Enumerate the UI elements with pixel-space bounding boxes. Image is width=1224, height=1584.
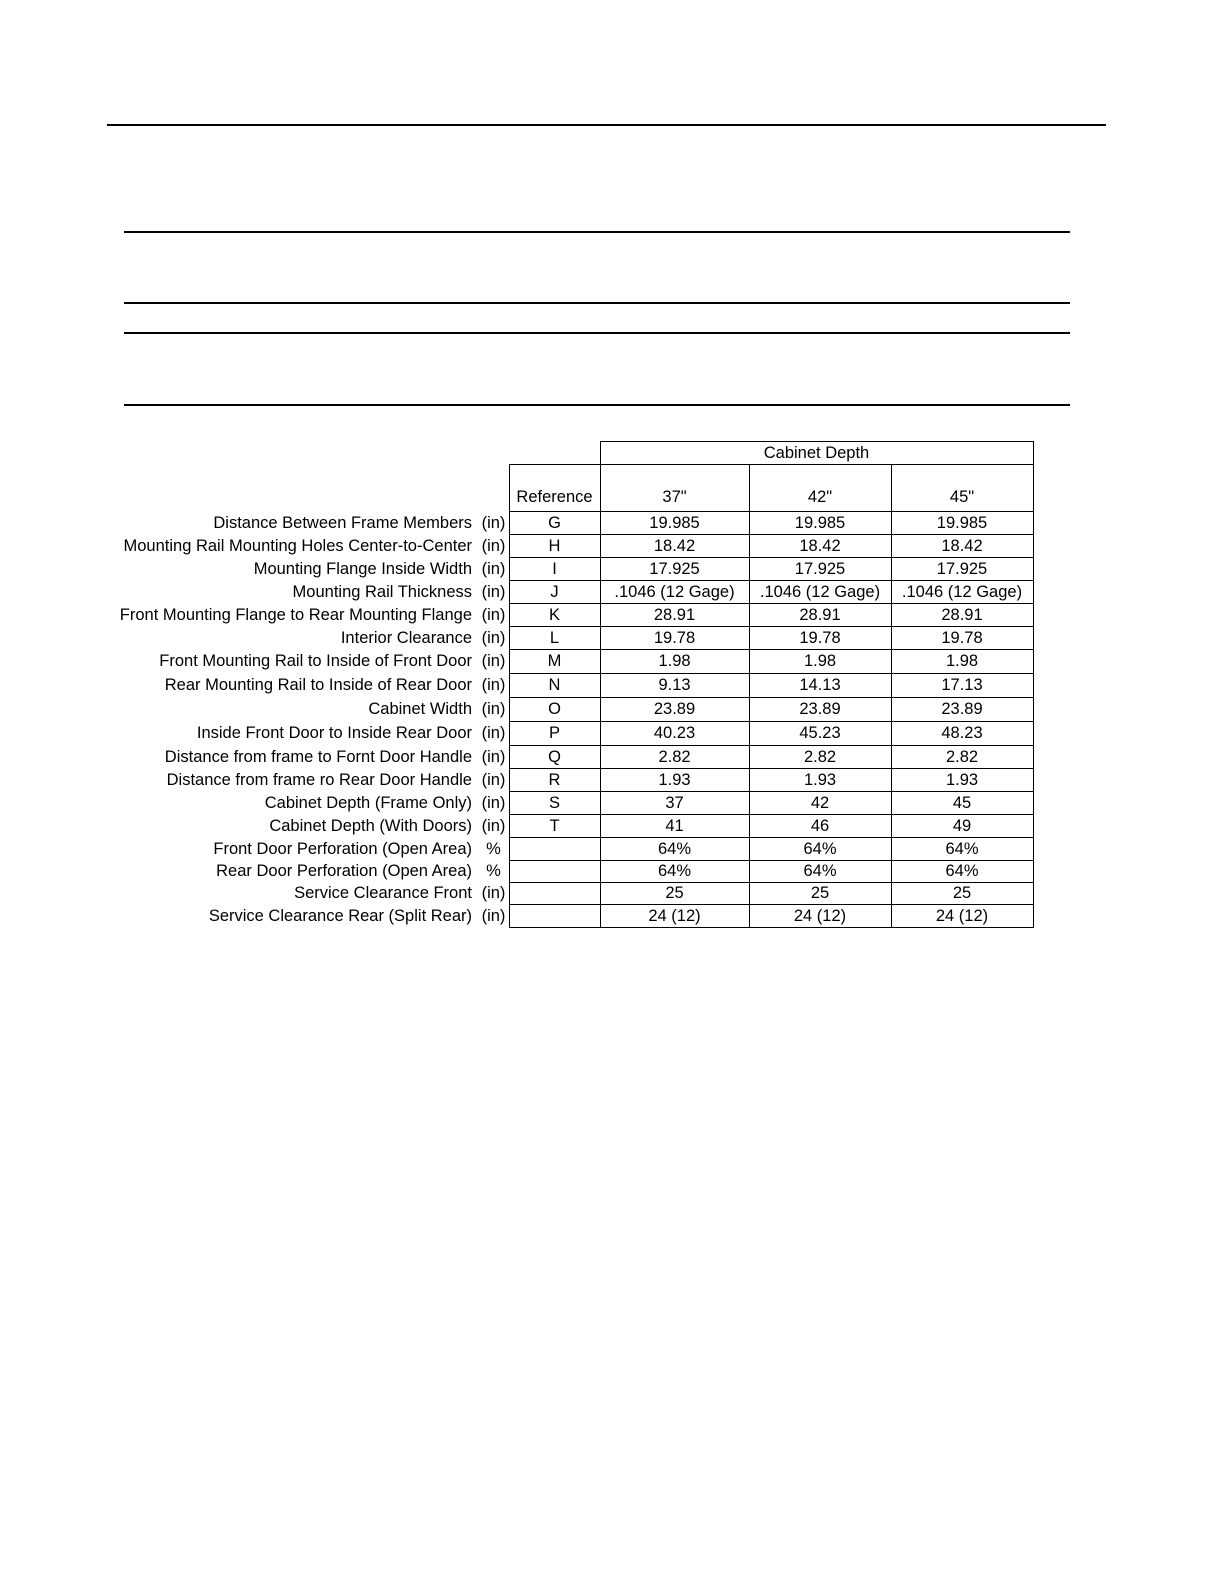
row-unit: (in): [481, 514, 506, 532]
row-unit: (in): [481, 606, 506, 624]
row-label: Interior Clearance: [340, 629, 472, 647]
value-cell-45: 18.42: [941, 537, 983, 555]
value-cell-37: 25: [665, 884, 684, 902]
value-cell-42: 1.98: [803, 652, 837, 670]
value-cell-42: 2.82: [803, 748, 837, 766]
reference-cell: N: [548, 676, 561, 694]
value-cell-37: 24 (12): [648, 907, 701, 925]
table-grid-line: [509, 464, 1034, 465]
table-grid-line: [509, 904, 1034, 905]
value-cell-45: 2.82: [945, 748, 979, 766]
value-cell-42: 17.925: [794, 560, 846, 578]
value-cell-45: 48.23: [941, 724, 983, 742]
value-cell-42: 42: [810, 794, 830, 812]
value-cell-42: 1.93: [803, 771, 837, 789]
row-unit: (in): [481, 629, 506, 647]
reference-cell: J: [550, 583, 559, 601]
value-cell-42: .1046 (12 Gage): [759, 583, 881, 601]
row-label: Distance Between Frame Members: [213, 514, 472, 532]
table-grid-line: [509, 626, 1034, 627]
table-grid-line: [509, 768, 1034, 769]
row-label: Cabinet Depth (With Doors): [269, 817, 472, 835]
value-cell-42: 23.89: [799, 700, 841, 718]
table-grid-line: [509, 837, 1034, 838]
value-cell-42: 64%: [803, 840, 837, 858]
value-cell-45: 64%: [945, 840, 979, 858]
reference-cell: O: [548, 700, 561, 718]
value-cell-37: 41: [665, 817, 684, 835]
row-unit: (in): [481, 724, 506, 742]
value-cell-45: 25: [952, 884, 972, 902]
value-cell-45: 49: [952, 817, 972, 835]
row-label: Mounting Flange Inside Width: [253, 560, 472, 578]
table-grid-line: [1033, 441, 1034, 928]
depth-column-header: 45": [949, 488, 975, 506]
value-cell-45: 19.78: [941, 629, 983, 647]
value-cell-45: 28.91: [941, 606, 983, 624]
value-cell-37: 19.985: [649, 514, 700, 532]
reference-cell: G: [548, 514, 561, 532]
value-cell-37: 17.925: [649, 560, 700, 578]
table-grid-line: [509, 791, 1034, 792]
reference-cell: T: [549, 817, 560, 835]
reference-cell: R: [548, 771, 561, 789]
row-label: Service Clearance Rear (Split Rear): [208, 907, 472, 925]
value-cell-42: 19.78: [799, 629, 841, 647]
row-label: Mounting Rail Thickness: [292, 583, 472, 601]
table-grid-line: [509, 745, 1034, 746]
value-cell-45: 24 (12): [935, 907, 989, 925]
value-cell-37: .1046 (12 Gage): [614, 583, 735, 601]
row-unit: (in): [481, 748, 506, 766]
row-label: Distance from frame ro Rear Door Handle: [166, 771, 472, 789]
reference-cell: Q: [548, 748, 561, 766]
reference-cell: S: [548, 794, 560, 812]
table-grid-line: [509, 534, 1034, 535]
value-cell-42: 14.13: [799, 676, 841, 694]
row-unit: (in): [481, 817, 506, 835]
row-label: Cabinet Depth (Frame Only): [264, 794, 472, 812]
value-cell-42: 46: [810, 817, 830, 835]
top-divider-line: [107, 124, 1106, 126]
value-cell-45: 17.13: [941, 676, 983, 694]
row-label: Service Clearance Front: [294, 884, 472, 902]
row-unit: (in): [481, 794, 506, 812]
row-label: Mounting Rail Mounting Holes Center-to-Center: [123, 537, 472, 555]
value-cell-37: 28.91: [653, 606, 696, 624]
reference-cell: P: [548, 724, 560, 742]
cabinet-depth-group-header: Cabinet Depth: [763, 444, 870, 462]
row-label: Front Mounting Flange to Rear Mounting Flange: [119, 606, 472, 624]
row-label: Rear Door Perforation (Open Area): [216, 862, 472, 880]
table-grid-line: [509, 927, 1034, 928]
value-cell-45: 1.98: [945, 652, 979, 670]
value-cell-37: 40.23: [653, 724, 696, 742]
table-grid-line: [509, 649, 1034, 650]
value-cell-37: 1.98: [658, 652, 691, 670]
value-cell-37: 23.89: [653, 700, 696, 718]
value-cell-37: 19.78: [653, 629, 696, 647]
depth-column-header: 42": [807, 488, 833, 506]
table-grid-line: [509, 721, 1034, 722]
value-cell-42: 45.23: [799, 724, 841, 742]
value-cell-45: .1046 (12 Gage): [901, 583, 1023, 601]
table-grid-line: [509, 814, 1034, 815]
table-grid-line: [509, 697, 1034, 698]
row-unit: (in): [481, 676, 506, 694]
row-unit: (in): [481, 771, 506, 789]
depth-column-header: 37": [662, 488, 687, 506]
value-cell-45: 17.925: [936, 560, 988, 578]
value-cell-37: 1.93: [658, 771, 691, 789]
table-grid-line: [600, 441, 1034, 442]
table-grid-line: [509, 603, 1034, 604]
row-unit: (in): [481, 907, 506, 925]
row-unit: (in): [481, 583, 506, 601]
value-cell-45: 19.985: [936, 514, 988, 532]
row-unit: (in): [481, 652, 506, 670]
value-cell-45: 64%: [945, 862, 979, 880]
row-label: Inside Front Door to Inside Rear Door: [196, 724, 472, 742]
table-grid-line: [509, 580, 1034, 581]
row-label: Distance from frame to Fornt Door Handle: [164, 748, 472, 766]
row-label: Rear Mounting Rail to Inside of Rear Door: [164, 676, 472, 694]
value-cell-42: 64%: [803, 862, 837, 880]
reference-cell: M: [547, 652, 562, 670]
table-grid-line: [509, 673, 1034, 674]
value-cell-42: 19.985: [794, 514, 846, 532]
reference-cell: K: [548, 606, 560, 624]
value-cell-37: 18.42: [653, 537, 696, 555]
reference-column-header: Reference: [516, 488, 593, 506]
value-cell-37: 64%: [657, 862, 692, 880]
row-unit: (in): [481, 884, 506, 902]
reference-cell: L: [549, 629, 560, 647]
reference-cell: H: [548, 537, 561, 555]
row-label: Front Door Perforation (Open Area): [213, 840, 472, 858]
row-unit: (in): [481, 560, 506, 578]
section-divider-line: [124, 332, 1070, 334]
row-unit: %: [486, 840, 501, 858]
section-divider-line: [124, 302, 1070, 304]
value-cell-45: 1.93: [945, 771, 979, 789]
value-cell-37: 37: [665, 794, 684, 812]
value-cell-42: 25: [810, 884, 830, 902]
section-divider-line: [124, 404, 1070, 406]
row-unit: (in): [481, 537, 506, 555]
value-cell-42: 28.91: [799, 606, 841, 624]
value-cell-42: 24 (12): [793, 907, 847, 925]
row-unit: (in): [481, 700, 506, 718]
section-divider-line: [124, 231, 1070, 233]
row-label: Front Mounting Rail to Inside of Front Door: [159, 652, 472, 670]
reference-cell: I: [552, 560, 557, 578]
table-grid-line: [509, 557, 1034, 558]
table-grid-line: [509, 511, 1034, 512]
value-cell-45: 45: [952, 794, 972, 812]
value-cell-37: 2.82: [658, 748, 691, 766]
row-unit: %: [486, 862, 501, 880]
row-label: Cabinet Width: [368, 700, 472, 718]
value-cell-37: 64%: [657, 840, 692, 858]
value-cell-42: 18.42: [799, 537, 841, 555]
value-cell-37: 9.13: [658, 676, 691, 694]
value-cell-45: 23.89: [941, 700, 983, 718]
